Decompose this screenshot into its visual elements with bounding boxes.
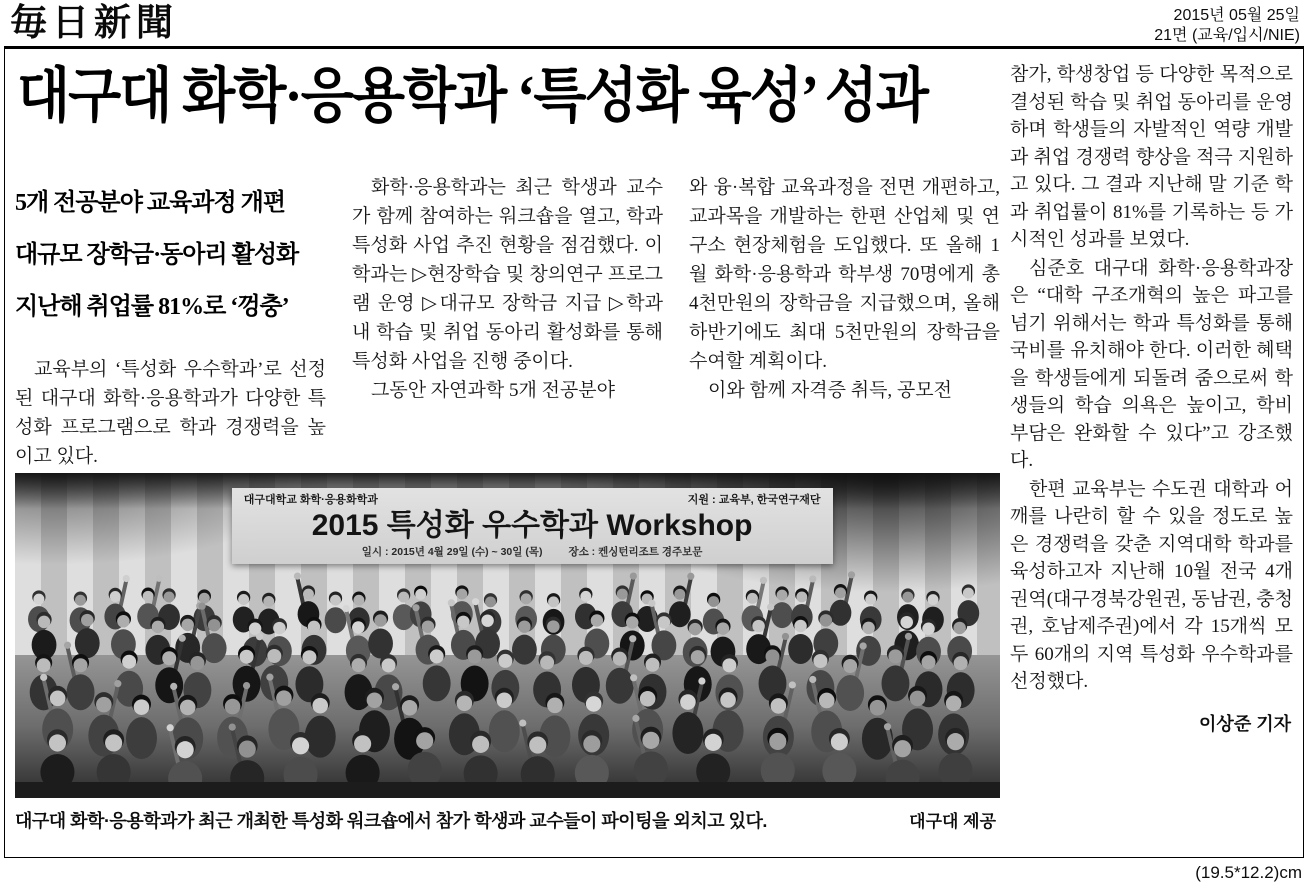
banner-support: 지원 : 교육부, 한국연구재단 — [687, 493, 821, 506]
newspaper-logo: 毎日新聞 — [10, 3, 178, 44]
clipping-size-note: (19.5*12.2)cm — [1195, 863, 1302, 882]
photo-credit: 대구대 제공 — [909, 812, 996, 831]
article-body-columns — [15, 173, 1000, 467]
masthead-date-block — [1154, 4, 1300, 46]
body-paragraph: 와 융·복합 교육과정을 전면 개편하고, 교과목을 개발하는 한편 산업체 및 연구소 현장체험을 도입했다. 또 올해 1월 화학·응용학과 학부생 70명에게 총 4천만원의 장학금을 지급했으며, 올해 하반기에도 최대 5천만원의 장학금을 수여할 계획이다. — [689, 177, 1000, 372]
body-column-3 — [689, 173, 1000, 467]
subhead-line: 지난해 취업률 81%로 ‘껑충’ — [15, 294, 289, 320]
issue-date: 2015년 05월 25일 — [1173, 7, 1300, 24]
subhead-line: 5개 전공분야 교육과정 개편 — [15, 190, 286, 216]
article-side-column — [1010, 57, 1293, 851]
article-main — [15, 57, 1000, 851]
body-paragraph: 이와 함께 자격증 취득, 공모전 — [708, 380, 952, 401]
banner-top-row — [244, 491, 821, 507]
page-section-info: 21면 (교육/입시/NIE) — [1154, 27, 1300, 44]
reporter-byline: 이상준 기자 — [1199, 713, 1291, 734]
banner-bottom-row — [244, 544, 821, 559]
body-paragraph: 화학·응용학과는 최근 학생과 교수가 함께 참여하는 워크숍을 열고, 학과 특성화 사업 추진 현황을 점검했다. 이 학과는 ▷현장학습 및 창의연구 프로그램 운영 ▷대규모 장학금 지급 ▷학과 내 학습 및 취업 동아리 활성화를 통해 특성화 사업을 진행 중이다. — [352, 177, 663, 372]
article-headline: 대구대 화학·응용학과 ‘특성화 육성’ 성과 — [17, 63, 927, 130]
banner-venue: 장소 : 켄싱턴리조트 경주보문 — [568, 545, 703, 558]
body-paragraph: 한편 교육부는 수도권 대학과 어깨를 나란히 할 수 있을 정도로 높은 경쟁력을 갖춘 지역대학 학과를 육성하고자 지난해 10월 전국 4개 권역(대구경북강원권, 동남권, 충청권, 호남제주권)에서 각 15개씩 모두 60개의 지역 특성화 우수학과를 선정했다. — [1010, 478, 1293, 692]
workshop-banner — [232, 488, 833, 564]
body-paragraph: 참가, 학생창업 등 다양한 목적으로 결성된 학습 및 취업 동아리를 운영하며 학생들의 자발적인 역량 개발과 취업 경쟁력 향상을 적극 지원하고 있다. 그 결과 지난해 말 기준 학과 취업률이 81%를 기록하는 등 가시적인 성과를 보였다. — [1010, 64, 1293, 250]
banner-title: 2015 특성화 우수학과 Workshop — [311, 508, 753, 542]
body-paragraph: 그동안 자연과학 5개 전공분야 — [371, 380, 615, 401]
workshop-photo — [15, 473, 1000, 798]
body-column-2 — [352, 173, 663, 467]
banner-schedule: 일시 : 2015년 4월 29일 (수) ~ 30일 (목) — [361, 545, 543, 558]
subhead-line: 대규모 장학금·동아리 활성화 — [15, 242, 299, 268]
banner-organizer: 대구대학교 화학·응용화학과 — [243, 493, 378, 506]
photo-caption-row — [15, 807, 1000, 833]
article-subhead — [15, 177, 326, 333]
masthead — [0, 0, 1308, 46]
body-column-1 — [15, 173, 326, 467]
body-paragraph: 심준호 대구대 화학·응용학과장은 “대학 구조개혁의 높은 파고를 넘기 위해서는 학과 특성화를 통해 국비를 유치해야 한다. 이러한 혜택을 학생들에게 되돌려 줌으로써 학생들의 학습 의욕은 높이고, 학비 부담은 완화할 수 있다”고 강조했다. — [1010, 257, 1293, 471]
article-box — [4, 46, 1304, 858]
photo-caption: 대구대 화학·응용학과가 최근 개최한 특성화 워크숍에서 참가 학생과 교수들이 파이팅을 외치고 있다. — [15, 811, 767, 831]
body-paragraph: 교육부의 ‘특성화 우수학과’로 선정된 대구대 화학·응용학과가 다양한 특성화 프로그램으로 학과 경쟁력을 높이고 있다. — [15, 359, 326, 467]
